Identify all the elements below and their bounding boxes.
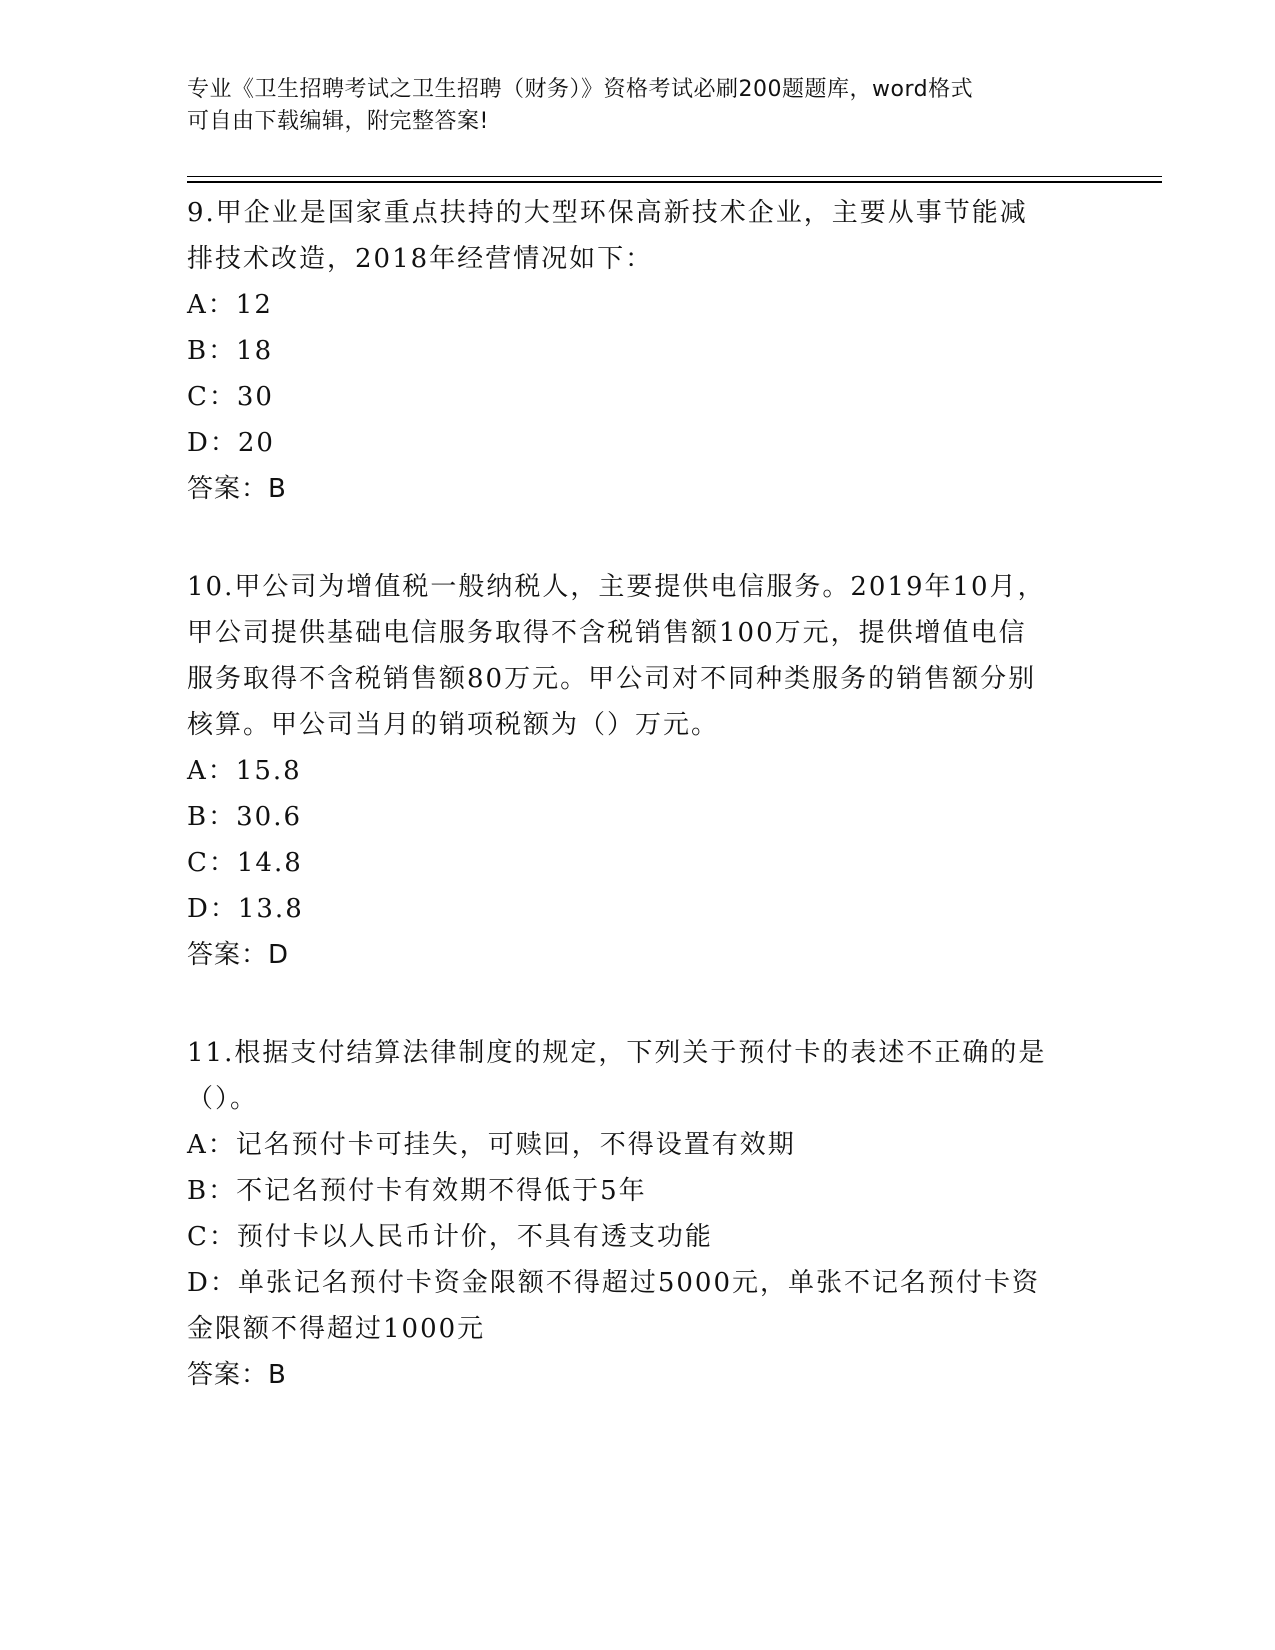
answer-label: 答案：B bbox=[187, 1360, 287, 1390]
option-b: B：30.6 bbox=[187, 802, 302, 832]
question-list bbox=[187, 190, 1087, 1450]
option-c: C：预付卡以人民币计价，不具有透支功能 bbox=[187, 1222, 713, 1252]
option-d: D：13.8 bbox=[187, 894, 304, 924]
header-line: 可自由下载编辑，附完整答案! bbox=[187, 109, 489, 134]
option-a: A：记名预付卡可挂失，可赎回，不得设置有效期 bbox=[187, 1130, 796, 1160]
option-b: B：18 bbox=[187, 336, 274, 366]
question-stem: （）。 bbox=[187, 1084, 259, 1114]
answer-label: 答案：B bbox=[187, 474, 287, 504]
option-d: D：单张记名预付卡资金限额不得超过5000元，单张不记名预付卡资 bbox=[187, 1268, 1041, 1298]
question-stem: 核算。甲公司当月的销项税额为（）万元。 bbox=[187, 710, 720, 740]
question-stem: 甲公司提供基础电信服务取得不含税销售额100万元，提供增值电信 bbox=[187, 618, 1027, 648]
option-d-continued: 金限额不得超过1000元 bbox=[187, 1314, 486, 1344]
option-c: C：14.8 bbox=[187, 848, 303, 878]
question-10 bbox=[187, 564, 1087, 978]
option-d: D：20 bbox=[187, 428, 275, 458]
question-stem: 9.甲企业是国家重点扶持的大型环保高新技术企业，主要从事节能减 bbox=[187, 198, 1028, 228]
question-stem: 排技术改造，2018年经营情况如下： bbox=[187, 244, 654, 274]
option-b: B：不记名预付卡有效期不得低于5年 bbox=[187, 1176, 647, 1206]
option-c: C：30 bbox=[187, 382, 274, 412]
document-header bbox=[187, 74, 1067, 138]
question-9 bbox=[187, 190, 1087, 512]
question-stem: 10.甲公司为增值税一般纳税人，主要提供电信服务。2019年10月， bbox=[187, 572, 1046, 602]
question-11 bbox=[187, 1030, 1087, 1398]
question-stem: 11.根据支付结算法律制度的规定，下列关于预付卡的表述不正确的是 bbox=[187, 1038, 1047, 1068]
option-a: A：15.8 bbox=[187, 756, 302, 786]
header-line: 专业《卫生招聘考试之卫生招聘（财务）》资格考试必刷200题题库，word格式 bbox=[187, 77, 974, 102]
answer-label: 答案：D bbox=[187, 940, 290, 970]
header-divider-thick bbox=[187, 181, 1162, 183]
option-a: A：12 bbox=[187, 290, 273, 320]
header-divider-thin bbox=[187, 176, 1162, 177]
question-stem: 服务取得不含税销售额80万元。甲公司对不同种类服务的销售额分别 bbox=[187, 664, 1037, 694]
